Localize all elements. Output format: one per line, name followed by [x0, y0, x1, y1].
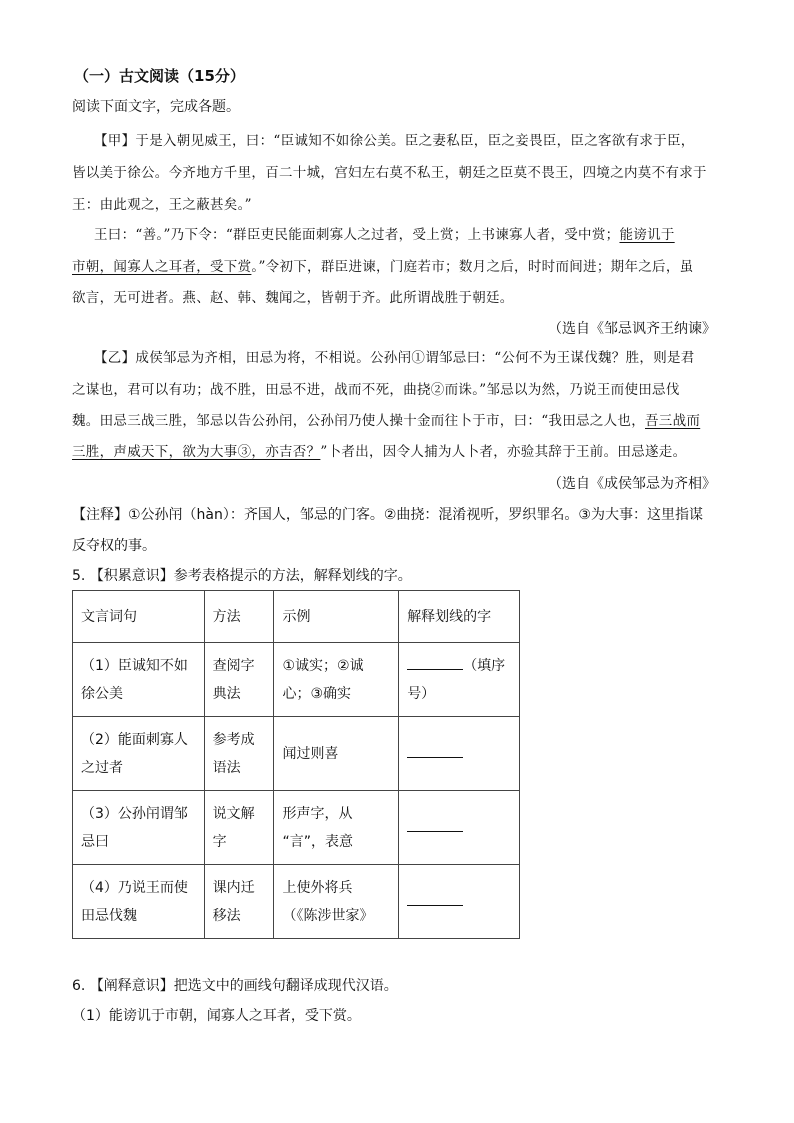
- q5-stem: 5. 【积累意识】参考表格提示的方法，解释划线的字。: [72, 568, 412, 584]
- jia-underlined-sentence-b: 市朝，闻寡人之耳者，受下赏: [72, 259, 252, 275]
- jia-line-2: 皆以美于徐公。今齐地方千里，百二十城，宫妇左右莫不私王，朝廷之臣莫不畏王，四境之内莫不有求于: [72, 165, 707, 181]
- phrase-cell: [73, 865, 205, 939]
- example-text: 心；③确实: [282, 685, 352, 702]
- yi-line-4: [72, 442, 686, 462]
- notes-line-1: 【注释】①公孙闬（hàn）：齐国人，邹忌的门客。②曲挠：混淆视听，罗织罪名。③为大事：这里指谋: [72, 507, 703, 523]
- phrase-cell: [73, 791, 205, 865]
- method-text: 字: [212, 833, 227, 850]
- yi-source: （选自《成侯邹忌为齐相》: [548, 476, 716, 492]
- answer-blank[interactable]: [407, 817, 463, 832]
- table-row: [73, 865, 520, 939]
- yi-line-2: 之谋也，君可以有功；战不胜，田忌不进，战而不死，曲挠②而诛。”邹忌以为然，乃说王而使田忌伐: [72, 382, 680, 398]
- method-text: 说文解: [212, 805, 255, 822]
- instruction: 阅读下面文字，完成各题。: [72, 99, 240, 115]
- jia-line-5-text: 。”令初下，群臣进谏，门庭若市；数月之后，时时而间进；期年之后，虽: [251, 259, 694, 275]
- answer-cell[interactable]: [399, 717, 520, 791]
- q6-item-1: （1）能谤讥于市朝，闻寡人之耳者，受下赏。: [72, 1008, 361, 1024]
- example-cell: [274, 717, 399, 791]
- phrase-text: （2）能面刺寡人: [81, 731, 188, 748]
- yi-line-1: 【乙】成侯邹忌为齐相，田忌为将，不相说。公孙闬①谓邹忌曰：“公何不为王谋伐魏？胜，则是君: [94, 350, 695, 366]
- header-method: 方法: [204, 591, 274, 643]
- phrase-text: 田忌伐魏: [81, 907, 137, 924]
- method-cell: [204, 791, 274, 865]
- q6-stem: 6. 【阐释意识】把选文中的画线句翻译成现代汉语。: [72, 978, 398, 994]
- jia-source: （选自《邹忌讽齐王纳谏》: [548, 321, 716, 337]
- method-cell: [204, 643, 274, 717]
- yi-underlined-sentence-b: 三胜，声威天下，欲为大事③，亦吉否？: [72, 444, 321, 460]
- example-text: ①诚实；②诚: [282, 657, 364, 674]
- table-header-row: [73, 591, 520, 643]
- example-cell: [274, 865, 399, 939]
- jia-line-3: 王：由此观之，王之蔽甚矣。”: [72, 197, 252, 213]
- table-row: [73, 643, 520, 717]
- phrase-text: （3）公孙闬谓邹: [81, 805, 188, 822]
- yi-line-3: [72, 411, 700, 431]
- phrase-text: 忌曰: [81, 833, 109, 850]
- example-cell: [274, 791, 399, 865]
- phrase-text: 徐公美: [81, 685, 123, 702]
- header-answer: 解释划线的字: [399, 591, 520, 643]
- method-cell: [204, 717, 274, 791]
- phrase-cell: [73, 643, 205, 717]
- example-cell: [274, 643, 399, 717]
- jia-line-4-text: 王曰：“善。”乃下令：“群臣吏民能面刺寡人之过者，受上赏；上书谏寡人者，受中赏；: [94, 227, 620, 243]
- notes-line-2: 反夺权的事。: [72, 538, 156, 554]
- jia-line-1: 【甲】于是入朝见威王，曰：“臣诚知不如徐公美。臣之妻私臣，臣之妾畏臣，臣之客欲有求于臣，: [94, 133, 695, 149]
- yi-line-3-text: 魏。田忌三战三胜，邹忌以告公孙闬，公孙闬乃使人操十金而往卜于市，曰：“我田忌之人也，: [72, 413, 645, 429]
- method-text: 查阅字: [212, 657, 255, 674]
- method-text: 课内迁: [212, 879, 255, 896]
- example-text: 形声字，从: [282, 805, 353, 822]
- table-row: [73, 791, 520, 865]
- phrase-text: 之过者: [81, 759, 123, 776]
- answer-blank[interactable]: [407, 891, 463, 906]
- method-text: 典法: [212, 685, 241, 702]
- jia-line-5: [72, 257, 693, 277]
- example-text: 上使外将兵: [282, 879, 353, 896]
- method-cell: [204, 865, 274, 939]
- yi-underlined-sentence-a: 吾三战而: [645, 413, 701, 429]
- phrase-text: （4）乃说王而使: [81, 879, 188, 896]
- phrase-cell: [73, 717, 205, 791]
- answer-blank[interactable]: [407, 743, 463, 758]
- jia-line-4: [94, 225, 675, 245]
- header-phrase: 文言词句: [73, 591, 205, 643]
- phrase-text: （1）臣诚知不如: [81, 657, 188, 674]
- method-text: 参考成: [212, 731, 255, 748]
- section-title: （一）古文阅读（15分）: [74, 67, 245, 85]
- answer-cell[interactable]: [399, 865, 520, 939]
- answer-hint: 号）: [407, 685, 436, 702]
- header-example: 示例: [274, 591, 399, 643]
- yi-line-4-text: ”卜者出，因令人捕为人卜者，亦验其辞于王前。田忌遂走。: [320, 444, 687, 460]
- answer-cell[interactable]: [399, 791, 520, 865]
- example-text: “言”，表意: [282, 833, 353, 850]
- example-text: （《陈涉世家》: [282, 907, 374, 924]
- jia-line-6: 欲言，无可进者。燕、赵、韩、魏闻之，皆朝于齐。此所谓战胜于朝廷。: [72, 290, 514, 306]
- method-text: 语法: [212, 759, 241, 776]
- jia-underlined-sentence-a: 能谤讥于: [619, 227, 675, 243]
- example-text: 闻过则喜: [282, 745, 339, 762]
- q5-table: [72, 590, 520, 939]
- answer-cell[interactable]: [399, 643, 520, 717]
- table-row: [73, 717, 520, 791]
- answer-hint: （填序: [463, 657, 506, 674]
- method-text: 移法: [212, 907, 241, 924]
- answer-blank[interactable]: [407, 655, 463, 670]
